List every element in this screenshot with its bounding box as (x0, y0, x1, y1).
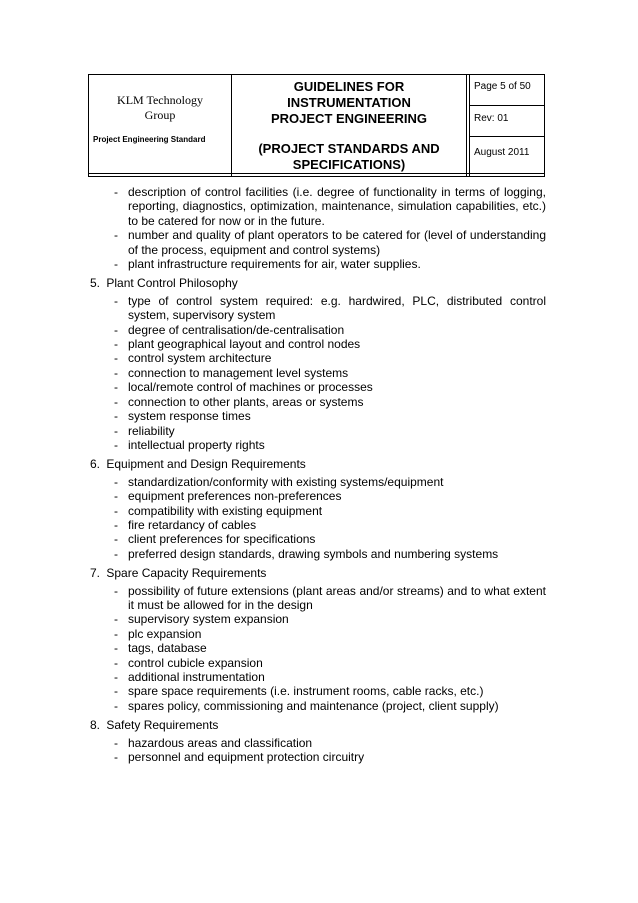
company-line: KLM Technology (117, 93, 203, 107)
list-item: - client preferences for specifications (90, 532, 546, 546)
list-item: - supervisory system expansion (90, 612, 546, 626)
list-item: - plc expansion (90, 627, 546, 641)
subtitle-line: SPECIFICATIONS) (292, 157, 406, 172)
list-item: - plant infrastructure requirements for air, water supplies. (90, 257, 546, 271)
section-heading (90, 276, 546, 290)
revision: Rev: 01 (474, 113, 509, 124)
list-item: - fire retardancy of cables (90, 518, 546, 532)
list-item: - compatibility with existing equipment (90, 504, 546, 518)
page-number: Page 5 of 50 (474, 81, 531, 92)
title-line: INSTRUMENTATION (287, 95, 411, 110)
list-item: - possibility of future extensions (plant areas and/or streams) and to what extent it must be allowed for in the design (90, 584, 546, 613)
company-line: Group (144, 108, 176, 122)
title-line: GUIDELINES FOR (293, 79, 405, 94)
section-heading (90, 457, 546, 471)
title-line: PROJECT ENGINEERING (270, 111, 428, 126)
section-heading (90, 718, 546, 732)
section-number: 8. (90, 718, 101, 733)
standard-label: Project Engineering Standard (93, 135, 206, 144)
intro-list (90, 185, 546, 271)
list-item: - spare space requirements (i.e. instrument rooms, cable racks, etc.) (90, 684, 546, 698)
list-item: - spares policy, commissioning and maintenance (project, client supply) (90, 699, 546, 713)
document-header-table (88, 74, 545, 177)
list-item: - intellectual property rights (90, 438, 546, 452)
list-item: - degree of centralisation/de-centralisation (90, 323, 546, 337)
list-item: - control system architecture (90, 351, 546, 365)
section-list (90, 294, 546, 452)
section-number: 6. (90, 457, 101, 472)
list-item: - type of control system required: e.g. hardwired, PLC, distributed control system, supervisory system (90, 294, 546, 323)
list-item: - personnel and equipment protection circuitry (90, 750, 546, 764)
list-item: - tags, database (90, 641, 546, 655)
section-title: Plant Control Philosophy (106, 276, 238, 291)
section-title: Spare Capacity Requirements (106, 566, 267, 581)
document-subtitle (232, 141, 466, 173)
section-number: 7. (90, 566, 101, 581)
list-item: - connection to management level systems (90, 366, 546, 380)
list-item: - system response times (90, 409, 546, 423)
header-divider (469, 105, 544, 106)
section-number: 5. (90, 276, 101, 291)
issue-date: August 2011 (474, 147, 530, 158)
section-list (90, 584, 546, 714)
list-item: - additional instrumentation (90, 670, 546, 684)
list-item: - connection to other plants, areas or systems (90, 395, 546, 409)
document-title (232, 79, 466, 127)
list-item: - local/remote control of machines or processes (90, 380, 546, 394)
document-body (90, 185, 546, 764)
list-item: - plant geographical layout and control nodes (90, 337, 546, 351)
header-divider (469, 136, 544, 137)
header-divider (466, 75, 467, 176)
section-list (90, 475, 546, 561)
subtitle-line: (PROJECT STANDARDS AND (258, 141, 440, 156)
section-list (90, 736, 546, 765)
section-title: Equipment and Design Requirements (106, 457, 306, 472)
list-item: - description of control facilities (i.e. degree of functionality in terms of logging, reporting, diagnostics, optimization, maintenance, simulation capabilities, etc.) to be catered for now or in the future. (90, 185, 546, 228)
header-divider (469, 75, 470, 176)
section-heading (90, 566, 546, 580)
list-item: - number and quality of plant operators to be catered for (level of understanding of the process, equipment and control systems) (90, 228, 546, 257)
company-name (89, 93, 231, 123)
list-item: - standardization/conformity with existing systems/equipment (90, 475, 546, 489)
list-item: - hazardous areas and classification (90, 736, 546, 750)
list-item: - equipment preferences non-preferences (90, 489, 546, 503)
list-item: - preferred design standards, drawing symbols and numbering systems (90, 547, 546, 561)
section-title: Safety Requirements (106, 718, 219, 733)
list-item: - reliability (90, 424, 546, 438)
list-item: - control cubicle expansion (90, 656, 546, 670)
